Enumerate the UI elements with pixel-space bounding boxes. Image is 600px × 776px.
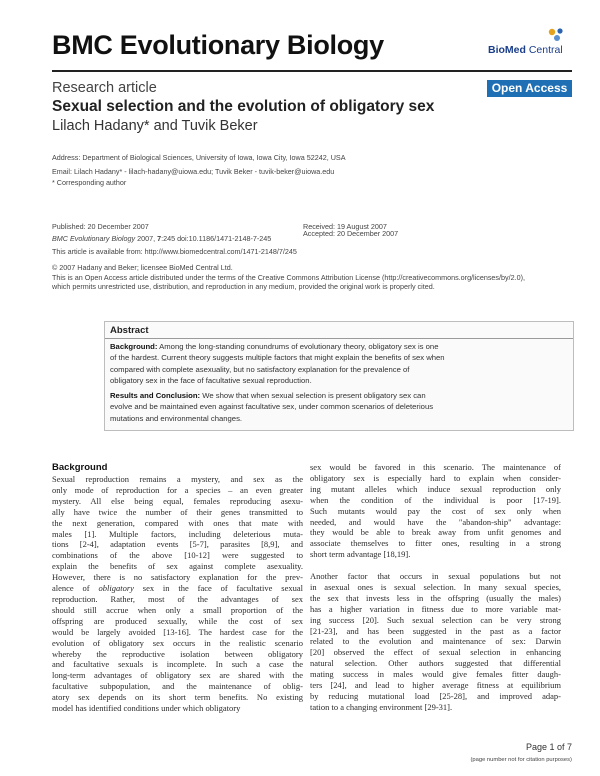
text-line: sex would be favored in this scenario. The maintenance of xyxy=(310,462,561,472)
text-line: when the condition of the individual is poor [17-19]. xyxy=(310,494,561,505)
abstract-background: Background: Among the long-standing conundrums of evolutionary theory, obligatory sex is one of the hardest. Current theory suggests multiple factors that might explain the benefits of sex when compared with complete asexuality, but no satisfactory explanation for the prevalence of obligatory sex in the face of facultative sexual reproduction. xyxy=(110,342,445,385)
text-line: would be largely avoided [13-16]. The hardest case for the xyxy=(52,626,303,637)
text-line: [21-23], and has been suggested in the past as a factor xyxy=(310,625,561,636)
license-line-2: which permits unrestricted use, distribution, and reproduction in any medium, provided the original work is properly cited. xyxy=(52,282,435,291)
article-authors: Lilach Hadany* and Tuvik Beker xyxy=(52,118,258,134)
background-paragraph xyxy=(52,474,303,714)
citation: BMC Evolutionary Biology 2007, 7:245 doi:10.1186/1471-2148-7-245 xyxy=(52,234,272,243)
right-paragraph-1 xyxy=(310,462,561,560)
author-emails: Email: Lilach Hadany* - lilach-hadany@uiowa.edu; Tuvik Beker - tuvik-beker@uiowa.edu xyxy=(52,167,335,176)
abstract-divider xyxy=(105,338,573,339)
page-number-note: (page number not for citation purposes) xyxy=(470,757,572,763)
open-access-badge: Open Access xyxy=(487,80,572,97)
text-line: ters [24], and lead to higher average fitness at equilibrium xyxy=(310,680,561,691)
author-address: Address: Department of Biological Sciences, University of Iowa, Iowa City, Iowa 52242, USA xyxy=(52,153,346,162)
published-date: Published: 20 December 2007 xyxy=(52,222,149,231)
text-line: long-term advantages of obligatory sex are shared with the xyxy=(52,670,303,681)
text-line: atory sex depends on its short term benefits. No existing xyxy=(52,692,303,703)
text-line: males [1]. Multiple factors, including deleterious muta- xyxy=(52,528,303,539)
text-line: reproduction. Rather, most of the advantages of sex xyxy=(52,593,303,604)
text-line: short term advantage [18,19]. xyxy=(310,549,411,560)
text-line: facultative subpopulation, and the maintenance of oblig- xyxy=(52,681,303,692)
article-title: Sexual selection and the evolution of obligatory sex xyxy=(52,98,435,115)
text-line: only mode of reproduction for a species – an even greater xyxy=(52,484,303,495)
text-line: whereby the reproductive isolation between obligatory xyxy=(52,648,303,659)
abstract-heading: Abstract xyxy=(110,325,149,336)
text-line: Such mutants would pay the cost of sex only when xyxy=(310,505,561,516)
text-line: model has identified conditions under which obligatory xyxy=(52,703,241,714)
journal-title: BMC Evolutionary Biology xyxy=(52,30,384,60)
text-line: related to the evolution and maintenance of sex: Darwin xyxy=(310,636,561,647)
text-line: obligatory sex is especially hard to explain when consider- xyxy=(310,472,561,483)
text-line: ing success [20]. Such sexual selection can be very strong xyxy=(310,614,561,625)
page-number: Page 1 of 7 xyxy=(525,742,572,752)
text-line: tation to a changing environment [29-31]. xyxy=(310,701,453,712)
biomed-central-logo xyxy=(488,26,572,62)
right-paragraph-2 xyxy=(310,571,561,713)
license-line-1: This is an Open Access article distributed under the terms of the Creative Commons Attribution License (http://creativecommons.org/licenses/by/2.0), xyxy=(52,273,525,282)
text-line: [20] observed the effect of sexual selection in enhancing xyxy=(310,647,561,658)
body-right-column xyxy=(310,462,561,713)
text-line: ing mutant alleles which induce sexual reproduction only xyxy=(310,483,561,494)
text-line: offspring are produced sexually, while the cost of sex xyxy=(52,615,303,626)
text-line: they would be able to break away from unfit genomes and xyxy=(310,527,561,538)
abstract-results-label: Results and Conclusion: xyxy=(110,391,201,400)
text-line: mating success in males would give females fitter daugh- xyxy=(310,669,561,680)
abstract-results: Results and Conclusion: We show that when sexual selection is present obligatory sex can evolve and be maintained even against facultative sex, under common scenarios of deleterious mutations and environmental changes. xyxy=(110,391,434,423)
body-left-column xyxy=(52,462,303,714)
text-line: combinations of the above [10-12] were suggested to xyxy=(52,550,303,561)
article-type: Research article xyxy=(52,80,157,96)
text-line: should still accrue when only a small proportion of the xyxy=(52,604,303,615)
text-line: associate themselves to fitter ones, resulting in a strong xyxy=(310,538,561,549)
abstract-box xyxy=(104,321,574,431)
header-divider xyxy=(52,70,572,72)
received-date: Received: 19 August 2007 xyxy=(303,222,387,231)
text-line: ally have twice the number of their genes transmitted to xyxy=(52,506,303,517)
corresponding-author-note: * Corresponding author xyxy=(52,178,127,187)
text-line: in asexual ones is sexual selection. In many sexual species, xyxy=(310,581,561,592)
biomed-central-logo-icon xyxy=(546,26,568,46)
text-line: the sex that invests less in the offspring (usually the males) xyxy=(310,592,561,603)
article-url[interactable]: This article is available from: http://www.biomedcentral.com/1471-2148/7/245 xyxy=(52,247,297,256)
biomed-central-logo-text: BioMed Central xyxy=(488,44,563,56)
text-line: Sexual reproduction remains a mystery, and sex as the xyxy=(52,474,303,484)
accepted-date: Accepted: 20 December 2007 xyxy=(303,229,399,238)
text-line: has a higher variation in fitness due to more variable mat- xyxy=(310,603,561,614)
text-line: However, there is no satisfactory explanation for the prev- xyxy=(52,572,303,583)
text-line: and facultative sexuals is incomplete. In such a case the xyxy=(52,659,303,670)
text-line: evolution of obligatory sex occurs in the realistic scenario xyxy=(52,637,303,648)
text-line: Another factor that occurs in sexual populations but not xyxy=(310,571,561,582)
text-line: natural selection. Other authors suggested that differential xyxy=(310,658,561,669)
text-line: mystery. All else being equal, females reproducing asexu- xyxy=(52,495,303,506)
text-line: by reducing mutational load [25-28], and improved adap- xyxy=(310,691,561,702)
abstract-background-label: Background: xyxy=(110,342,158,351)
copyright-line: © 2007 Hadany and Beker; licensee BioMed Central Ltd. xyxy=(52,263,233,272)
text-line: tions [2-4], adaptation events [5-7], parasites [8,9], and xyxy=(52,539,303,550)
text-line: the next generation, compared with ones that mate with xyxy=(52,517,303,528)
text-line: explain the benefits of sex against complete asexuality. xyxy=(52,561,303,572)
section-heading-background: Background xyxy=(52,462,108,473)
text-line: alence of obligatory sex in the face of facultative sexual xyxy=(52,583,303,594)
text-line: needed, and would have the "abandon-ship" advantage: xyxy=(310,516,561,527)
